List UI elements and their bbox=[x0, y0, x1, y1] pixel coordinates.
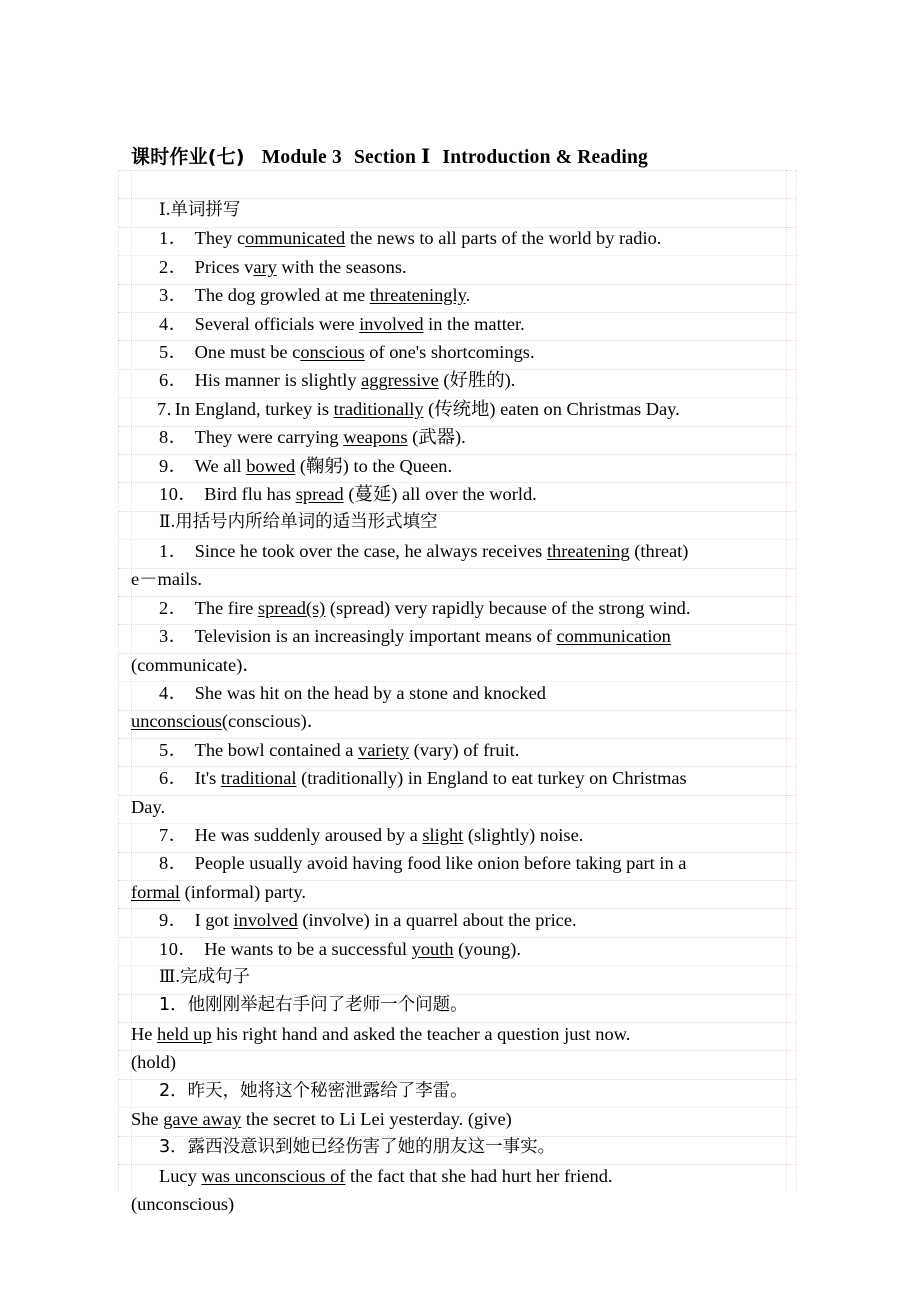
section-dot-2: . bbox=[170, 512, 176, 533]
item-text-post: with the seasons. bbox=[276, 256, 407, 277]
item-text-post: (traditionally) in England to eat turkey on Christmas bbox=[296, 768, 687, 789]
question-item bbox=[131, 594, 793, 622]
question-item bbox=[131, 821, 793, 849]
item-text-pre: It's bbox=[194, 768, 221, 789]
item-number: 2． bbox=[159, 597, 188, 618]
item-answer: spread bbox=[295, 484, 344, 505]
item-answer: threatening bbox=[546, 540, 630, 561]
section-title-3: 完成句子 bbox=[180, 966, 251, 987]
item-text-post: (threat) bbox=[629, 540, 689, 561]
question-item bbox=[131, 423, 793, 451]
item-text-post: (蔓延) all over the world. bbox=[343, 484, 537, 505]
item-answer: onscious bbox=[300, 342, 365, 363]
item-text-post: the news to all parts of the world by radio. bbox=[345, 228, 662, 249]
item-text-post: the secret to Li Lei yesterday. (give) bbox=[241, 1109, 512, 1129]
item-number: 3． bbox=[159, 626, 188, 647]
item-text-post: the fact that she had hurt her friend. bbox=[345, 1165, 613, 1186]
question-item bbox=[131, 366, 793, 394]
item-text-pre: They were carrying bbox=[194, 427, 344, 448]
item-answer: bowed bbox=[246, 455, 296, 476]
item-text-pre: Prices v bbox=[194, 256, 254, 277]
item-answer: threateningly bbox=[369, 285, 466, 306]
worksheet-body bbox=[131, 196, 793, 1219]
item-text-post: (involve) in a quarrel about the price. bbox=[297, 910, 577, 931]
item-text-pre: They c bbox=[194, 228, 246, 249]
item-number: 2． bbox=[159, 1080, 188, 1101]
item-continuation-text: (conscious)． bbox=[221, 711, 326, 732]
item-number: 8． bbox=[159, 427, 188, 448]
title-section: Section Ⅰ bbox=[353, 147, 431, 168]
item-text-post: (slightly) noise. bbox=[463, 824, 584, 845]
item-continuation: (communicate)． bbox=[131, 654, 261, 675]
item-text-pre: One must be c bbox=[194, 342, 301, 363]
item-text-post: (武器). bbox=[407, 427, 466, 448]
question-item bbox=[131, 622, 793, 650]
item-text-pre: Since he took over the case, he always receives bbox=[194, 540, 547, 561]
item-answer: was unconscious of bbox=[201, 1165, 346, 1186]
item-text-post: (传统地) eaten on Christmas Day. bbox=[423, 398, 680, 419]
item-number: 3． bbox=[159, 285, 188, 306]
item-text-pre: We all bbox=[194, 455, 247, 476]
item-text-pre: She was hit on the head by a stone and knocked bbox=[194, 682, 546, 703]
item-number: 6． bbox=[159, 370, 188, 391]
item-answer: ary bbox=[253, 256, 277, 277]
item-number: 1． bbox=[159, 228, 188, 249]
item-number: 6． bbox=[159, 768, 188, 789]
item-number: 9． bbox=[159, 910, 188, 931]
section-dot-3: . bbox=[175, 966, 181, 987]
item-answer: traditional bbox=[220, 768, 297, 789]
section-title-1: 单词拼写 bbox=[170, 200, 241, 220]
question-item bbox=[131, 736, 793, 764]
item-text-post: (spread) very rapidly because of the strong wind. bbox=[325, 597, 691, 618]
item-number: 10． bbox=[159, 484, 198, 505]
item-answer: traditionally bbox=[333, 398, 424, 419]
item-text-pre: He wants to be a successful bbox=[204, 938, 412, 959]
item-text-post: of one's shortcomings. bbox=[364, 342, 535, 363]
item-answer: held up bbox=[157, 1023, 212, 1044]
item-text-post: (vary) of fruit. bbox=[409, 739, 520, 760]
item-continuation: (hold) bbox=[131, 1052, 176, 1073]
item-answer: unconscious bbox=[131, 711, 222, 732]
question-item bbox=[131, 253, 793, 281]
item-number: 4． bbox=[159, 682, 188, 703]
item-text-pre: His manner is slightly bbox=[194, 370, 362, 391]
item-number: 3． bbox=[159, 1137, 188, 1158]
question-item bbox=[131, 849, 793, 877]
item-number: 1． bbox=[159, 995, 188, 1016]
item-text-pre: The dog growled at me bbox=[194, 285, 370, 306]
item-number: 1． bbox=[159, 540, 188, 561]
item-answer: youth bbox=[411, 938, 454, 959]
item-text-pre: In England, turkey is bbox=[174, 398, 334, 419]
section-numeral-3: Ⅲ bbox=[159, 966, 176, 986]
title-topic: Introduction & Reading bbox=[442, 147, 648, 168]
question-prompt-chinese bbox=[131, 991, 793, 1019]
item-text-pre: The fire bbox=[194, 597, 258, 618]
item-continuation: Day. bbox=[131, 796, 166, 817]
item-number: 7． bbox=[159, 824, 188, 845]
question-item bbox=[131, 480, 793, 508]
question-item bbox=[131, 395, 793, 423]
item-answer: weapons bbox=[343, 427, 408, 448]
item-number: 5． bbox=[159, 739, 188, 760]
item-continuation bbox=[131, 707, 793, 735]
item-answer: ommunicated bbox=[245, 228, 346, 249]
item-text-pre: He bbox=[131, 1023, 158, 1044]
item-number: 5． bbox=[159, 342, 188, 363]
question-answer-english bbox=[131, 1020, 793, 1048]
question-item bbox=[131, 679, 793, 707]
section-heading-3 bbox=[131, 963, 793, 991]
question-item bbox=[131, 537, 793, 565]
question-prompt-chinese bbox=[131, 1077, 793, 1105]
question-item bbox=[131, 281, 793, 309]
section-title-2: 用括号内所给单词的适当形式填空 bbox=[175, 512, 438, 533]
question-item bbox=[131, 338, 793, 366]
section-heading-1 bbox=[131, 196, 793, 224]
question-item bbox=[131, 452, 793, 480]
item-number: 2． bbox=[159, 256, 188, 277]
item-text-post: (好胜的). bbox=[438, 370, 516, 391]
item-text-chinese: 他刚刚举起右手问了老师一个问题。 bbox=[187, 995, 468, 1016]
item-text-post: . bbox=[465, 285, 471, 306]
item-answer: communication bbox=[556, 626, 671, 647]
section-numeral-1: Ⅰ bbox=[159, 200, 166, 219]
item-text-chinese: 昨天，她将这个秘密泄露给了李雷。 bbox=[187, 1080, 468, 1101]
item-text-pre: He was suddenly aroused by a bbox=[194, 824, 423, 845]
item-continuation-text: (informal) party. bbox=[180, 881, 306, 902]
item-answer: formal bbox=[131, 881, 181, 902]
question-item bbox=[131, 764, 793, 792]
page-title bbox=[131, 142, 811, 169]
section-dot-1: . bbox=[165, 200, 171, 220]
item-text-pre: Television is an increasingly important means of bbox=[194, 626, 557, 647]
item-answer: spread(s) bbox=[257, 597, 326, 618]
question-item bbox=[131, 906, 793, 934]
item-answer: involved bbox=[359, 313, 424, 334]
item-text-pre: Several officials were bbox=[194, 313, 360, 334]
item-continuation: e－mails. bbox=[131, 569, 202, 590]
item-continuation bbox=[131, 878, 793, 906]
section-numeral-2: Ⅱ bbox=[159, 512, 171, 532]
question-prompt-chinese bbox=[131, 1133, 793, 1161]
item-text-post: his right hand and asked the teacher a question just now. bbox=[211, 1023, 631, 1044]
section-heading-2 bbox=[131, 508, 793, 536]
item-answer: involved bbox=[233, 910, 298, 931]
item-text-post: in the matter. bbox=[423, 313, 525, 334]
item-number: 7. bbox=[157, 398, 172, 419]
item-answer: aggressive bbox=[361, 370, 439, 391]
item-answer: gave away bbox=[163, 1109, 242, 1129]
question-answer-english bbox=[131, 1162, 793, 1190]
item-text-post: (young). bbox=[453, 938, 521, 959]
item-number: 4． bbox=[159, 313, 188, 334]
question-answer-english bbox=[131, 1105, 793, 1133]
item-answer: variety bbox=[358, 739, 410, 760]
title-chinese-label: 课时作业(七) bbox=[131, 146, 245, 168]
item-text-pre: People usually avoid having food like onion before taking part in a bbox=[194, 853, 687, 874]
question-item bbox=[131, 224, 793, 252]
item-number: 9． bbox=[159, 455, 188, 476]
item-continuation: (unconscious) bbox=[131, 1194, 235, 1215]
item-text-pre: The bowl contained a bbox=[194, 739, 359, 760]
item-number: 8． bbox=[159, 853, 188, 874]
item-text-pre: She bbox=[131, 1109, 164, 1129]
item-text-pre: Bird flu has bbox=[204, 484, 296, 505]
item-text-pre: I got bbox=[194, 910, 234, 931]
item-text-chinese: 露西没意识到她已经伤害了她的朋友这一事实。 bbox=[187, 1137, 556, 1158]
question-item bbox=[131, 935, 793, 963]
item-text-post: (鞠躬) to the Queen. bbox=[295, 455, 453, 476]
question-item bbox=[131, 310, 793, 338]
item-answer: slight bbox=[422, 824, 464, 845]
item-text-pre: Lucy bbox=[159, 1165, 202, 1186]
title-module: Module 3 bbox=[261, 147, 342, 168]
item-number: 10． bbox=[159, 938, 198, 959]
